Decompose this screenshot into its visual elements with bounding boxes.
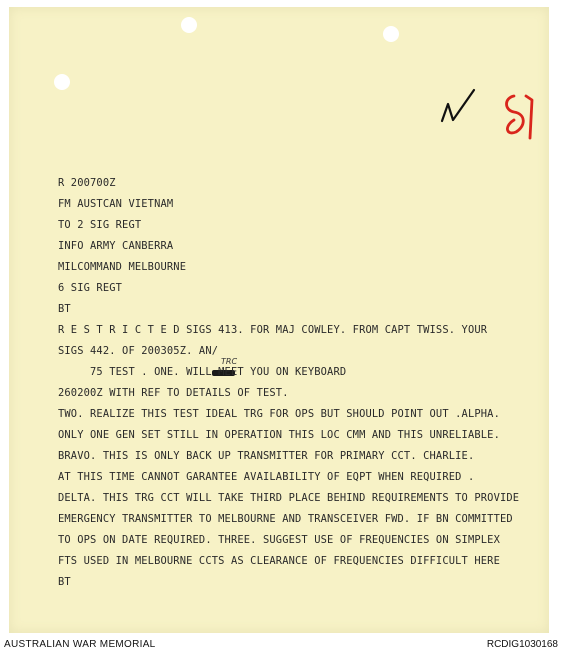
message-line: TO 2 SIG REGT	[58, 219, 142, 231]
message-line: R 200700Z	[58, 177, 116, 189]
punch-hole	[181, 17, 197, 33]
archive-id: RCDIG1030168	[486, 639, 558, 650]
punch-hole	[54, 74, 70, 90]
handwritten-insert: TRC	[221, 357, 238, 366]
handwritten-annotations	[434, 82, 554, 152]
message-line: SIGS 442. OF 200305Z. AN/	[58, 345, 219, 357]
message-line: MILCOMMAND MELBOURNE	[58, 261, 187, 273]
message-line: BT	[58, 303, 71, 315]
message-line: FM AUSTCAN VIETNAM	[58, 198, 174, 210]
archive-credit: AUSTRALIAN WAR MEMORIAL	[4, 639, 156, 650]
punch-hole	[383, 26, 399, 42]
message-line: R E S T R I C T E D SIGS 413. FOR MAJ COWLEY. FROM CAPT TWISS. YOUR	[58, 324, 488, 336]
message-line: INFO ARMY CANBERRA	[58, 240, 174, 252]
message-line: FTS USED IN MELBOURNE CCTS AS CLEARANCE OF FREQUENCIES DIFFICULT HERE	[58, 555, 500, 567]
message-line: DELTA. THIS TRG CCT WILL TAKE THIRD PLACE BEHIND REQUIREMENTS TO PROVIDE	[58, 492, 520, 504]
red-87-mark	[507, 96, 533, 138]
message-line: 75 TEST . ONE. WILL MEET YOU ON KEYBOARD	[58, 366, 347, 378]
message-line: EMERGENCY TRANSMITTER TO MELBOURNE AND TRANSCEIVER FWD. IF BN COMMITTED	[58, 513, 513, 525]
message-line: TWO. REALIZE THIS TEST IDEAL TRG FOR OPS BUT SHOULD POINT OUT .ALPHA.	[58, 408, 500, 420]
message-line: TO OPS ON DATE REQUIRED. THREE. SUGGEST USE OF FREQUENCIES ON SIMPLEX	[58, 534, 500, 546]
black-n-mark	[442, 90, 474, 121]
message-line: BT	[58, 576, 71, 588]
message-line: ONLY ONE GEN SET STILL IN OPERATION THIS LOC CMM AND THIS UNRELIABLE.	[58, 429, 500, 441]
message-line: BRAVO. THIS IS ONLY BACK UP TRANSMITTER FOR PRIMARY CCT. CHARLIE.	[58, 450, 475, 462]
message-line: 260200Z WITH REF TO DETAILS OF TEST.	[58, 387, 289, 399]
message-line: AT THIS TIME CANNOT GARANTEE AVAILABILITY OF EQPT WHEN REQUIRED .	[58, 471, 475, 483]
telegram-page	[9, 7, 549, 633]
message-line: 6 SIG REGT	[58, 282, 123, 294]
